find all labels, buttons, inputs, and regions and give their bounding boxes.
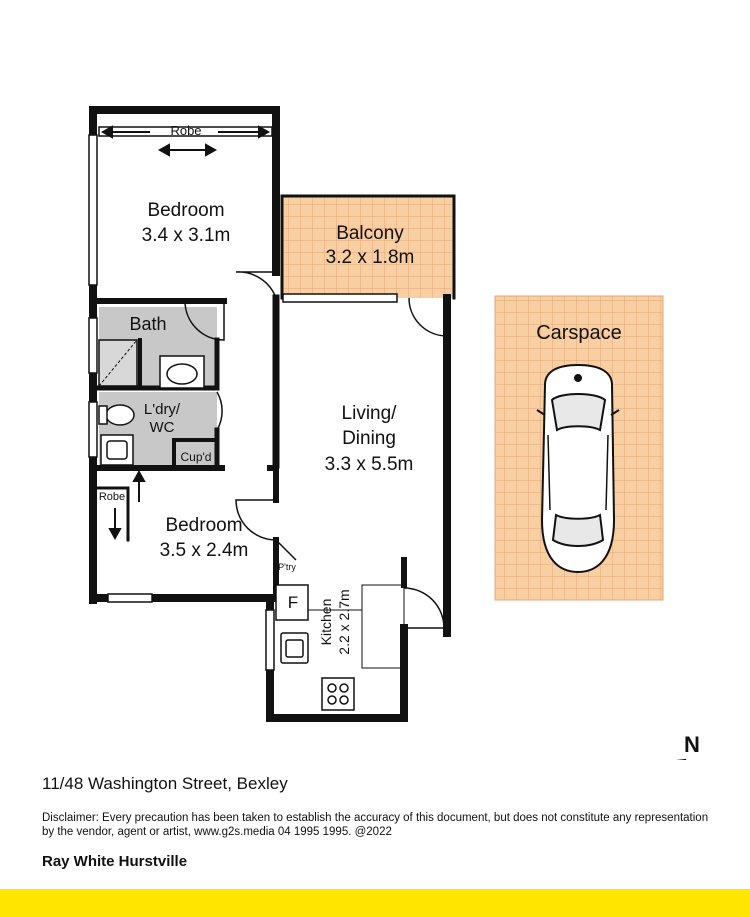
robe-label-1: Robe bbox=[170, 123, 202, 138]
north-label: N bbox=[684, 732, 700, 757]
kitchen-dims: 2.2 x 2.7m bbox=[336, 589, 352, 655]
laundry-name-2: WC bbox=[149, 419, 175, 436]
bedroom1-name: Bedroom bbox=[147, 200, 225, 221]
pantry-name: P'try bbox=[278, 562, 296, 572]
laundry-name-1: L'dry/ bbox=[143, 401, 181, 418]
fridge-name: F bbox=[287, 593, 299, 612]
carspace-name: Carspace bbox=[536, 322, 622, 344]
bedroom2-dims: 3.5 x 2.4m bbox=[159, 540, 249, 561]
living-name-1: Living/ bbox=[341, 403, 397, 424]
car-icon bbox=[537, 365, 619, 572]
cupboard-name: Cup'd bbox=[180, 450, 212, 464]
living-name-2: Dining bbox=[342, 428, 396, 449]
agency-name: Ray White Hurstville bbox=[42, 853, 188, 870]
footer-bar bbox=[0, 889, 750, 917]
kitchen-name: Kitchen bbox=[318, 598, 334, 646]
living-dims: 3.3 x 5.5m bbox=[324, 454, 414, 475]
bath-name: Bath bbox=[129, 314, 167, 334]
property-address: 11/48 Washington Street, Bexley bbox=[42, 774, 288, 793]
doors bbox=[185, 272, 447, 628]
balcony-dims: 3.2 x 1.8m bbox=[325, 247, 415, 268]
robe-label-2: Robe bbox=[98, 491, 126, 503]
bedroom2-name: Bedroom bbox=[165, 515, 243, 536]
disclaimer-text: Disclaimer: Every precaution has been taken to establish the accuracy of this document, but does not constitute any representation by the vendor, agent or artist, www.g2s.media 04 1995 1995. @2022 bbox=[42, 812, 709, 838]
balcony-name: Balcony bbox=[336, 223, 404, 244]
bedroom1-dims: 3.4 x 3.1m bbox=[141, 225, 231, 246]
